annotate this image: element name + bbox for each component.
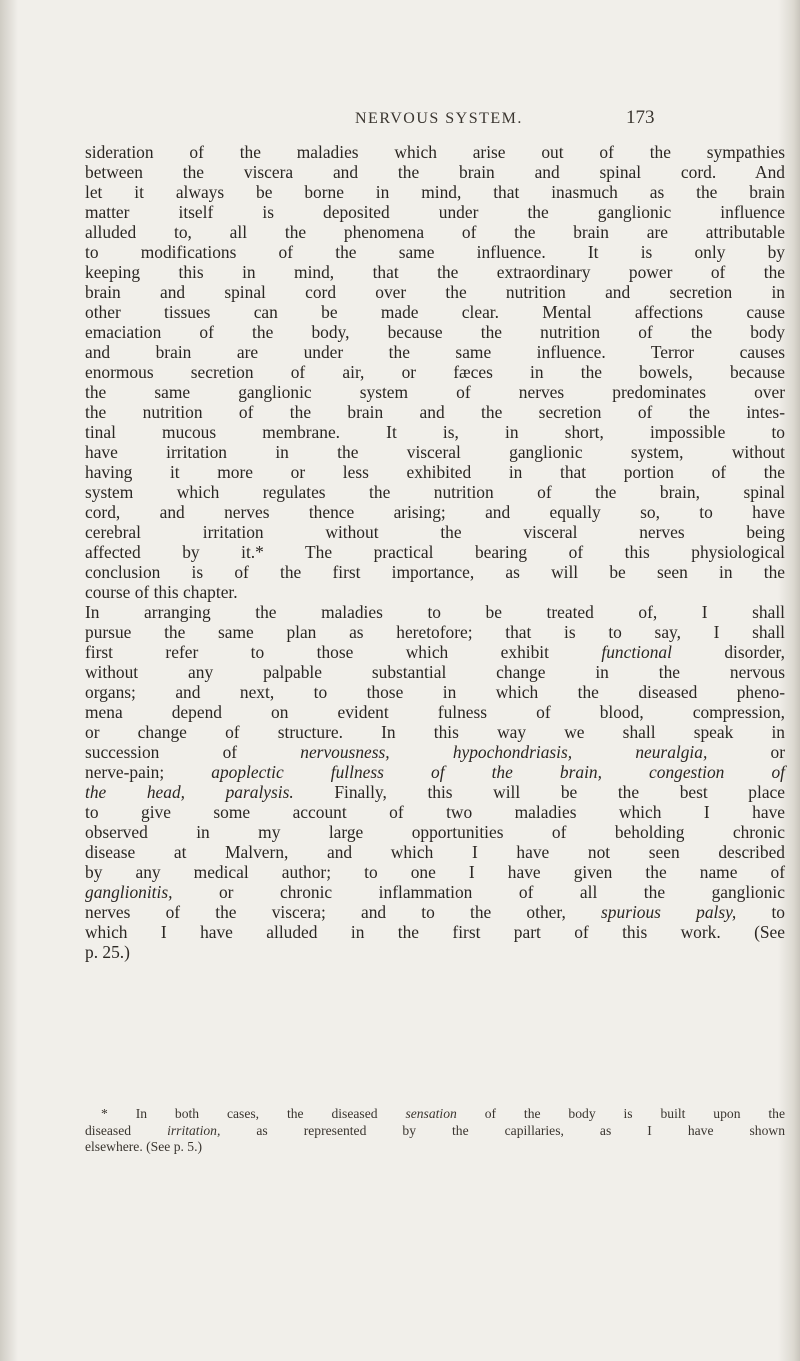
text-line: the same ganglionic system of nerves predominates over — [85, 382, 785, 402]
footnote-line: elsewhere. (See p. 5.) — [85, 1139, 203, 1154]
text-line: tinal mucous membrane. It is, in short, impossible to — [85, 422, 785, 442]
text-line — [85, 882, 785, 902]
text-line: emaciation of the body, because the nutrition of the body — [85, 322, 785, 342]
text-line — [85, 902, 785, 922]
text-line: course of this chapter. — [85, 582, 238, 602]
text-line: organs; and next, to those in which the diseased pheno- — [85, 682, 785, 702]
text-line: without any palpable substantial change in the nervous — [85, 662, 785, 682]
running-head — [85, 107, 785, 134]
text-run: to — [771, 902, 785, 922]
text-line: observed in my large opportunities of beholding chronic — [85, 822, 785, 842]
text-run: as represented by the capillaries, as I have shown — [256, 1122, 785, 1138]
text-line: matter itself is deposited under the ganglionic influence — [85, 202, 785, 222]
text-line: the nutrition of the brain and the secretion of the intes- — [85, 402, 785, 422]
text-line: In arranging the maladies to be treated of, I shall — [85, 602, 785, 622]
body-text — [85, 142, 785, 962]
italic-term: the head, paralysis. — [85, 782, 294, 802]
text-line — [85, 742, 785, 762]
text-line: cord, and nerves thence arising; and equally so, to have — [85, 502, 785, 522]
text-line: having it more or less exhibited in that portion of the — [85, 462, 785, 482]
text-line: and brain are under the same influence. Terror causes — [85, 342, 785, 362]
text-run: or chronic inflammation of all the ganglionic — [218, 882, 785, 902]
text-run: diseased — [85, 1122, 132, 1138]
text-line: which I have alluded in the first part of this work. (See — [85, 922, 785, 942]
text-line: between the viscera and the brain and spinal cord. And — [85, 162, 785, 182]
text-line — [85, 642, 785, 662]
text-run: * In both cases, the diseased — [101, 1106, 378, 1121]
text-line — [85, 762, 785, 782]
text-line: alluded to, all the phenomena of the brain are attributable — [85, 222, 785, 242]
text-line: cerebral irritation without the visceral nerves being — [85, 522, 785, 542]
text-line: keeping this in mind, that the extraordinary power of the — [85, 262, 785, 282]
text-line: or change of structure. In this way we shall speak in — [85, 722, 785, 742]
text-line: conclusion is of the first importance, as will be seen in the — [85, 562, 785, 582]
italic-term: nervousness, hypochondriasis, neuralgia, — [300, 742, 708, 762]
text-line: affected by it.* The practical bearing of this physiological — [85, 542, 785, 562]
italic-term: apoplectic fullness of the brain, congestion of — [211, 762, 785, 782]
text-run: Finally, this will be the best place — [334, 782, 785, 802]
footnote — [85, 1106, 785, 1156]
text-line: by any medical author; to one I have given the name of — [85, 862, 785, 882]
text-run: nerve-pain; — [85, 762, 165, 782]
running-title: NERVOUS SYSTEM. — [355, 110, 523, 127]
text-run: of the body is built upon the — [484, 1106, 785, 1121]
footnote-line — [85, 1106, 785, 1123]
text-run: succession of — [85, 742, 238, 762]
text-line: disease at Malvern, and which I have not seen described — [85, 842, 785, 862]
text-line: to modifications of the same influence. It is only by — [85, 242, 785, 262]
italic-term: ganglionitis, — [85, 882, 173, 902]
text-run: disorder, — [724, 642, 785, 662]
text-line: sideration of the maladies which arise out of the sympathies — [85, 142, 785, 162]
text-line: mena depend on evident fulness of blood, compression, — [85, 702, 785, 722]
italic-term: irritation, — [167, 1122, 221, 1138]
text-line: pursue the same plan as heretofore; that is to say, I shall — [85, 622, 785, 642]
text-run: or — [770, 742, 785, 762]
text-line: to give some account of two maladies which I have — [85, 802, 785, 822]
text-line: enormous secretion of air, or fæces in the bowels, because — [85, 362, 785, 382]
text-line: p. 25.) — [85, 942, 130, 962]
text-line: other tissues can be made clear. Mental affections cause — [85, 302, 785, 322]
italic-term: functional — [601, 642, 672, 662]
page-number: 173 — [626, 107, 655, 128]
footnote-line — [85, 1123, 785, 1140]
text-line: brain and spinal cord over the nutrition and secretion in — [85, 282, 785, 302]
binding-gutter-shadow — [0, 0, 18, 1361]
text-run: nerves of the viscera; and to the other, — [85, 902, 566, 922]
italic-term: sensation — [405, 1106, 457, 1121]
text-line: have irritation in the visceral ganglionic system, without — [85, 442, 785, 462]
text-line — [85, 782, 785, 802]
italic-term: spurious palsy, — [601, 902, 737, 922]
text-line: system which regulates the nutrition of the brain, spinal — [85, 482, 785, 502]
text-line: let it always be borne in mind, that inasmuch as the brain — [85, 182, 785, 202]
text-run: first refer to those which exhibit — [85, 642, 549, 662]
